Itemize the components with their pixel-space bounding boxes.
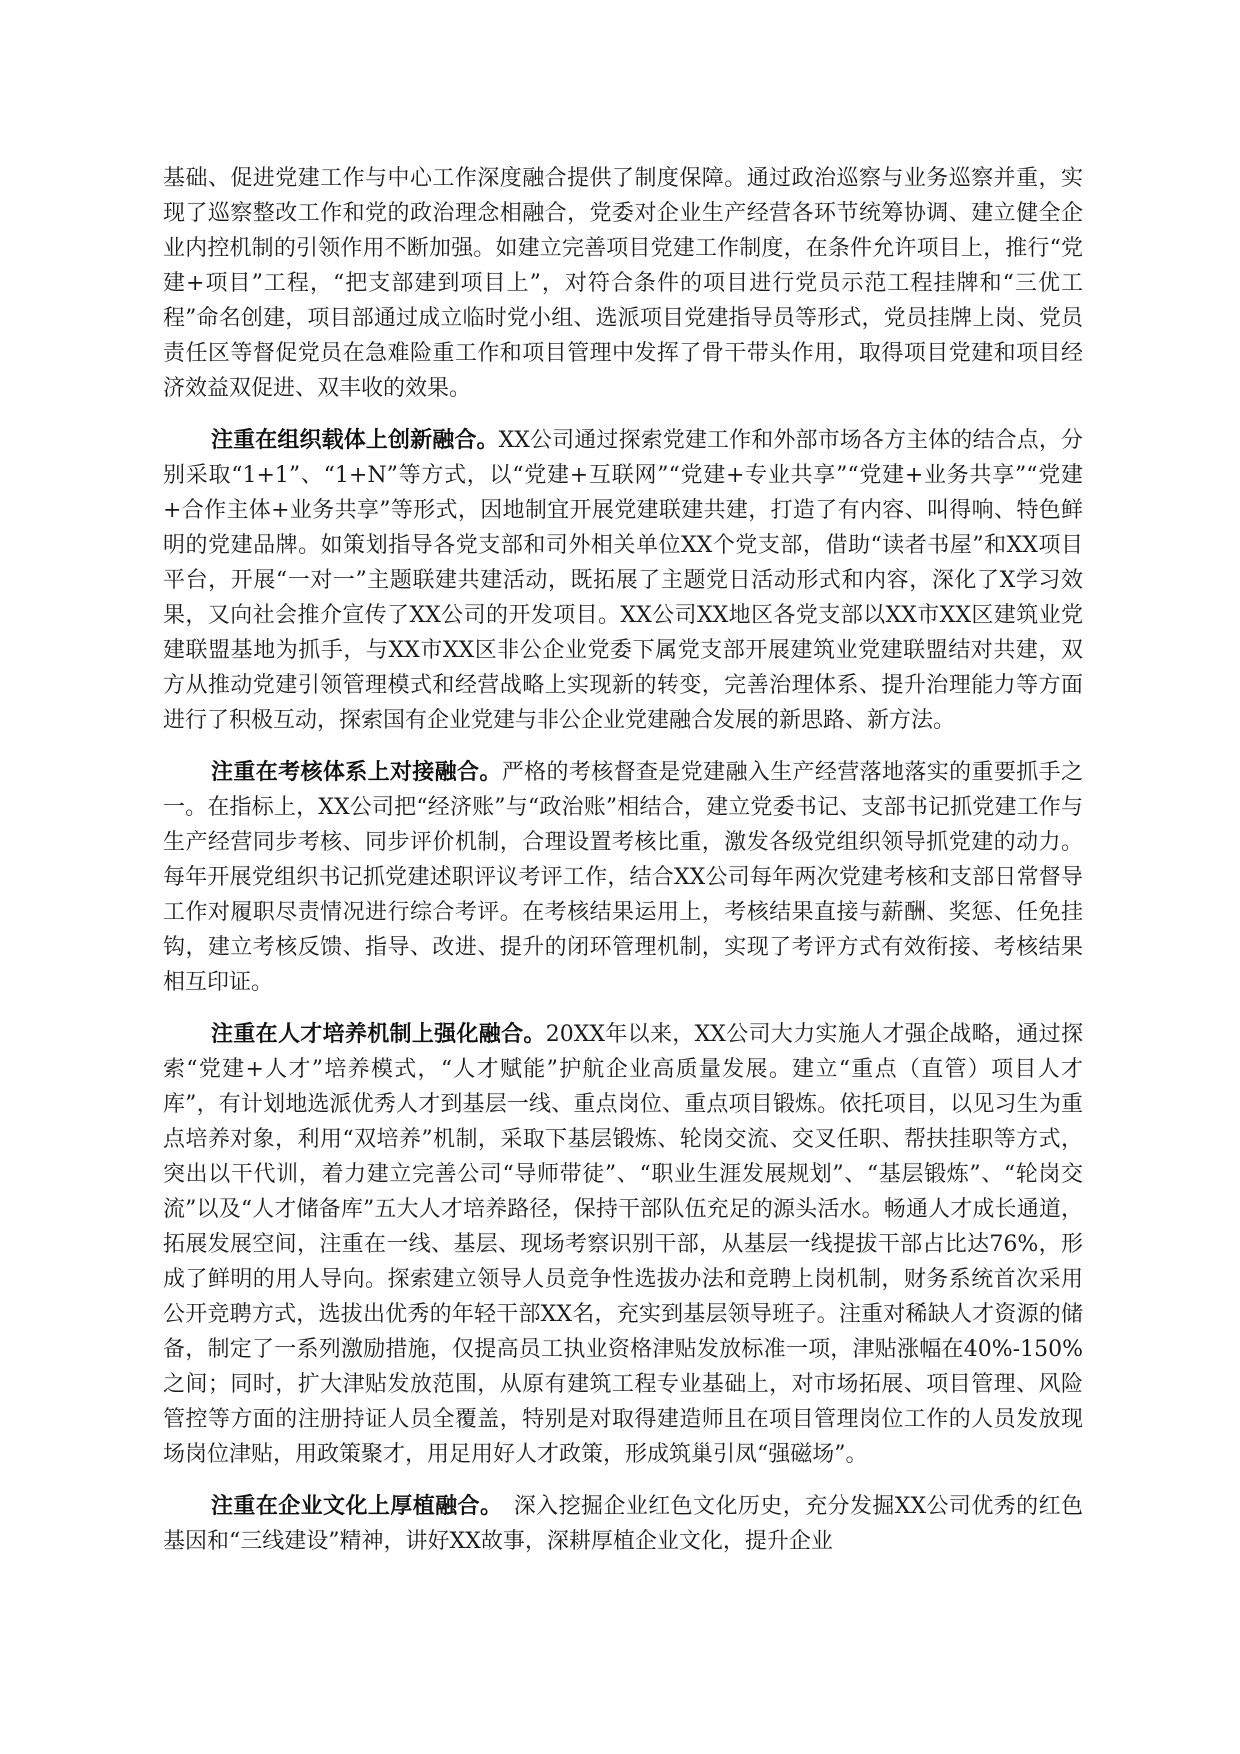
paragraph-lead-heading: 注重在企业文化上厚植融合。 (211, 1493, 492, 1519)
document-body (163, 161, 1083, 1576)
paragraph-assessment-system (163, 755, 1083, 1000)
paragraph-institutional-guarantee (163, 161, 1083, 406)
paragraph-text: 严格的考核督查是党建融入生产经营落地落实的重要抓手之一。在指标上，XX公司把“经济账”与“政治账”相结合，建立党委书记、支部书记抓党建工作与生产经营同步考核、同步评价机制，合理设置考核比重，激发各级党组织领导抓党建的动力。每年开展党组织书记抓党建述职评议考评工作，结合XX公司每年两次党建考核和支部日常督导工作对履职尽责情况进行综合考评。在考核结果运用上，考核结果直接与薪酬、奖惩、任免挂钩，建立考核反馈、指导、改进、提升的闭环管理机制，实现了考评方式有效衔接、考核结果相互印证。 (163, 760, 1083, 995)
paragraph-lead-heading: 注重在考核体系上对接融合。 (211, 759, 502, 785)
paragraph-text: 20XX年以来，XX公司大力实施人才强企战略，通过探索“党建+人才”培养模式，“人才赋能”护航企业高质量发展。建立“重点（直管）项目人才库”，有计划地选派优秀人才到基层一线、重点岗位、重点项目锻炼。依托项目，以见习生为重点培养对象，利用“双培养”机制，采取下基层锻炼、轮岗交流、交叉任职、帮扶挂职等方式，突出以干代训，着力建立完善公司“导师带徒”、“职业生涯发展规划”、“基层锻炼”、“轮岗交流”以及“人才储备库”五大人才培养路径，保持干部队伍充足的源头活水。畅通人才成长通道，拓展发展空间，注重在一线、基层、现场考察识别干部，从基层一线提拔干部占比达76%，形成了鲜明的用人导向。探索建立领导人员竞争性选拔办法和竞聘上岗机制，财务系统首次采用公开竞聘方式，选拔出优秀的年轻干部XX名，充实到基层领导班子。注重对稀缺人才资源的储备，制定了一系列激励措施，仅提高员工执业资格津贴发放标准一项，津贴涨幅在40%-150%之间；同时，扩大津贴发放范围，从原有建筑工程专业基础上，对市场拓展、项目管理、风险管控等方面的注册持证人员全覆盖，特别是对取得建造师且在项目管理岗位工作的人员发放现场岗位津贴，用政策聚才，用足用好人才政策，形成筑巢引凤“强磁场”。 (163, 1022, 1083, 1467)
paragraph-organization-carrier (163, 423, 1083, 738)
paragraph-text: XX公司通过探索党建工作和外部市场各方主体的结合点，分别采取“1+1”、“1+N”等方式，以“党建+互联网”“党建+专业共享”“党建+业务共享”“党建+合作主体+业务共享”等形式，因地制宜开展党建联建共建，打造了有内容、叫得响、特色鲜明的党建品牌。如策划指导各党支部和司外相关单位XX个党支部，借助“读者书屋”和XX项目平台，开展“一对一”主题联建共建活动，既拓展了主题党日活动形式和内容，深化了X学习效果，又向社会推介宣传了XX公司的开发项目。XX公司XX地区各党支部以XX市XX区建筑业党建联盟基地为抓手，与XX市XX区非公企业党委下属党支部开展建筑业党建联盟结对共建，双方从推动党建引领管理模式和经营战略上实现新的转变，完善治理体系、提升治理能力等方面进行了积极互动，探索国有企业党建与非公企业党建融合发展的新思路、新方法。 (163, 428, 1083, 733)
paragraph-talent-training (163, 1017, 1083, 1472)
paragraph-text: 基础、促进党建工作与中心工作深度融合提供了制度保障。通过政治巡察与业务巡察并重，实现了巡察整改工作和党的政治理念相融合，党委对企业生产经营各环节统筹协调、建立健全企业内控机制的引领作用不断加强。如建立完善项目党建工作制度，在条件允许项目上，推行“党建+项目”工程，“把支部建到项目上”，对符合条件的项目进行党员示范工程挂牌和“三优工程”命名创建，项目部通过成立临时党小组、选派项目党建指导员等形式，党员挂牌上岗、党员责任区等督促党员在急难险重工作和项目管理中发挥了骨干带头作用，取得项目党建和项目经济效益双促进、双丰收的效果。 (163, 166, 1083, 401)
paragraph-lead-heading: 注重在组织载体上创新融合。 (211, 427, 499, 453)
paragraph-lead-heading: 注重在人才培养机制上强化融合。 (211, 1021, 546, 1047)
paragraph-corporate-culture (163, 1489, 1083, 1559)
paragraph-text: 深入挖掘企业红色文化历史，充分发掘XX公司优秀的红色基因和“三线建设”精神，讲好XX故事，深耕厚植企业文化，提升企业 (163, 1494, 1083, 1554)
